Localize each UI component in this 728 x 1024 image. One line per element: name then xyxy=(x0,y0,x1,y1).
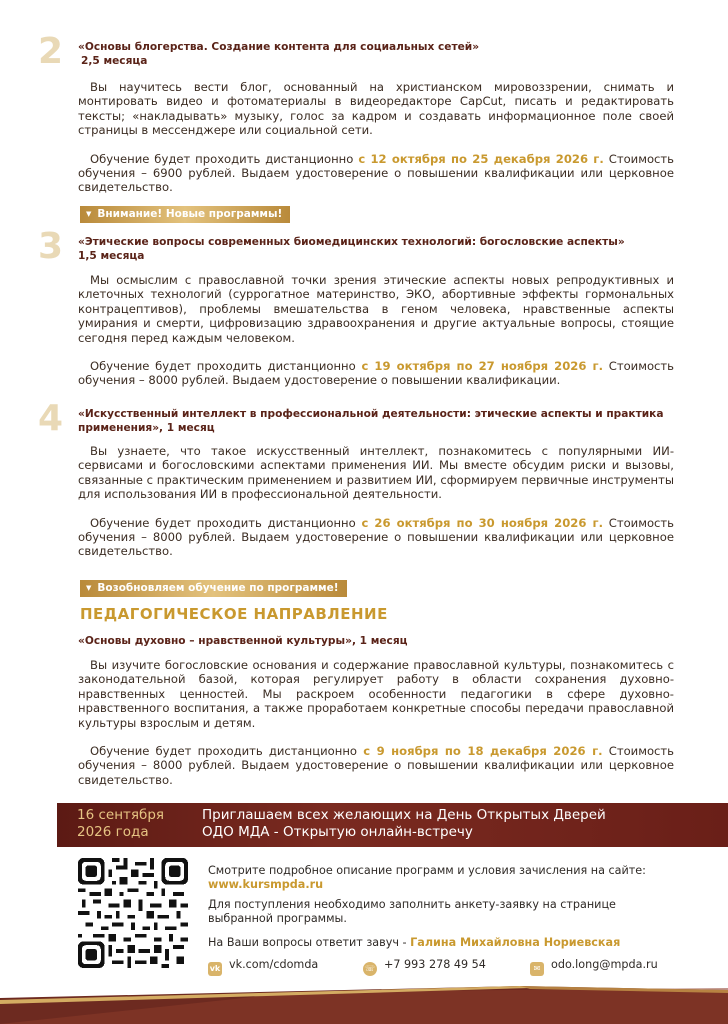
banner-date: 16 сентября 2026 года xyxy=(77,807,165,840)
course-dates: с 26 октября по 30 ноября 2026 г. xyxy=(361,515,603,530)
open-day-banner xyxy=(57,803,728,847)
badge-resume-program: ▼ Возобновляем обучение по программе! xyxy=(80,580,347,597)
course-description: Мы осмыслим с православной точки зрения этические аспекты новых репродуктивных и клеточных технологий (суррогатное материнство, ЭКО, абортивные эффекты гормональных контрацептивов), проблемы вмешательства в геном человека, нравственные аспекты умирания и смерти, цифровизацию здравоохранения и другие актуальные вопросы, стоящие сегодня перед каждым человеком. xyxy=(78,273,674,345)
banner-text: Приглашаем всех желающих на День Открытых Дверей ОДО МДА - Открытую онлайн-встречу xyxy=(202,807,606,840)
course-description: Вы изучите богословские основания и содержание православной культуры, познакомитесь с законодательной базой, которая регулирует работу в области сохранения духовно-нравственных ценностей. Мы раскроем особенности педагогики в сфере духовно-нравственного воспитания, а также проработаем конкретные способы передачи православной культуры взрослым и детям. xyxy=(78,658,674,730)
badge-new-programs: ▼ Внимание! Новые программы! xyxy=(80,206,290,223)
course-enrollment: Обучение будет проходить дистанционно с 9 ноября по 18 декабря 2026 г. Стоимость обучения – 8000 рублей. Выдаем удостоверение о повышении квалификации или церковное свидетельство. xyxy=(78,744,674,787)
course-description: Вы научитесь вести блог, основанный на христианском мировоззрении, снимать и монтировать видео и фотоматериалы в видеоредакторе CapCut, писать и редактировать тексты; «накладывать» музыку, голос за кадром и создавать информационное поле своей страницы в мессенджере или социальной сети. xyxy=(78,80,674,138)
course-title: «Основы блогерства. Создание контента для социальных сетей» 2,5 месяца xyxy=(78,41,480,67)
course-title: «Основы духовно – нравственной культуры», 1 месяц xyxy=(78,635,408,647)
course-pedagogy xyxy=(78,634,674,787)
footer-decoration xyxy=(0,986,728,1024)
mail-icon: ✉ xyxy=(530,962,544,976)
course-2 xyxy=(38,31,675,195)
triangle-down-icon: ▼ xyxy=(86,584,92,592)
contacts xyxy=(208,957,678,973)
course-enrollment: Обучение будет проходить дистанционно с 19 октября по 27 ноября 2026 г. Стоимость обучения – 8000 рублей. Выдаем удостоверение о повышении квалификации. xyxy=(78,359,674,388)
info-text: Смотрите подробное описание программ и условия зачисления на сайте: www.kursmpda.ru xyxy=(208,864,646,891)
course-enrollment: Обучение будет проходить дистанционно с 26 октября по 30 ноября 2026 г. Стоимость обучения – 8000 рублей. Выдаем удостоверение о повышении квалификации или церковное свидетельство. xyxy=(78,515,674,559)
info-block xyxy=(208,864,678,956)
course-3 xyxy=(38,226,674,388)
qr-code[interactable] xyxy=(78,858,188,968)
course-dates: с 12 октября по 25 декабря 2026 г. xyxy=(358,151,604,166)
contact-email[interactable]: ✉ odo.long@mpda.ru xyxy=(530,957,658,976)
section-title: ПЕДАГОГИЧЕСКОЕ НАПРАВЛЕНИЕ xyxy=(80,605,388,623)
course-number: 4 xyxy=(38,398,64,439)
triangle-down-icon: ▼ xyxy=(86,210,92,218)
course-4 xyxy=(38,398,674,559)
course-enrollment: Обучение будет проходить дистанционно с 12 октября по 25 декабря 2026 г. Стоимость обучения – 6900 рублей. Выдаем удостоверение о повышении квалификации или церковное свидетельство. xyxy=(78,151,675,195)
course-description: Вы узнаете, что такое искусственный интеллект, познакомитесь с популярными ИИ-сервисами и богословскими аспектами применения ИИ. Мы вместе обсудим риски и вызовы, связанные с практическим применением и развитием ИИ, сформируем первичные инструменты для использования ИИ в профессиональной деятельности. xyxy=(78,444,674,502)
info-text: Для поступления необходимо заполнить анкету-заявку на странице выбранной программы. xyxy=(208,898,616,925)
course-dates: с 19 октября по 27 ноября 2026 г. xyxy=(361,359,603,374)
vk-icon: vk xyxy=(208,962,222,976)
contact-phone[interactable]: ☏ +7 993 278 49 54 xyxy=(363,957,486,976)
course-title: «Искусственный интеллект в профессиональной деятельности: этические аспекты и практика применения», 1 месяц xyxy=(78,408,664,434)
course-dates: с 9 ноября по 18 декабря 2026 г. xyxy=(363,744,603,759)
site-link[interactable]: www.kursmpda.ru xyxy=(208,878,324,891)
contact-vk[interactable]: vk vk.com/cdomda xyxy=(208,957,318,976)
course-number: 3 xyxy=(38,226,64,267)
info-contact-person: На Ваши вопросы ответит завуч - Галина Михайловна Нориевская xyxy=(208,936,621,949)
phone-icon: ☏ xyxy=(363,962,377,976)
course-number: 2 xyxy=(38,31,64,72)
course-title: «Этические вопросы современных биомедицинских технологий: богословские аспекты» 1,5 месяца xyxy=(78,236,625,262)
